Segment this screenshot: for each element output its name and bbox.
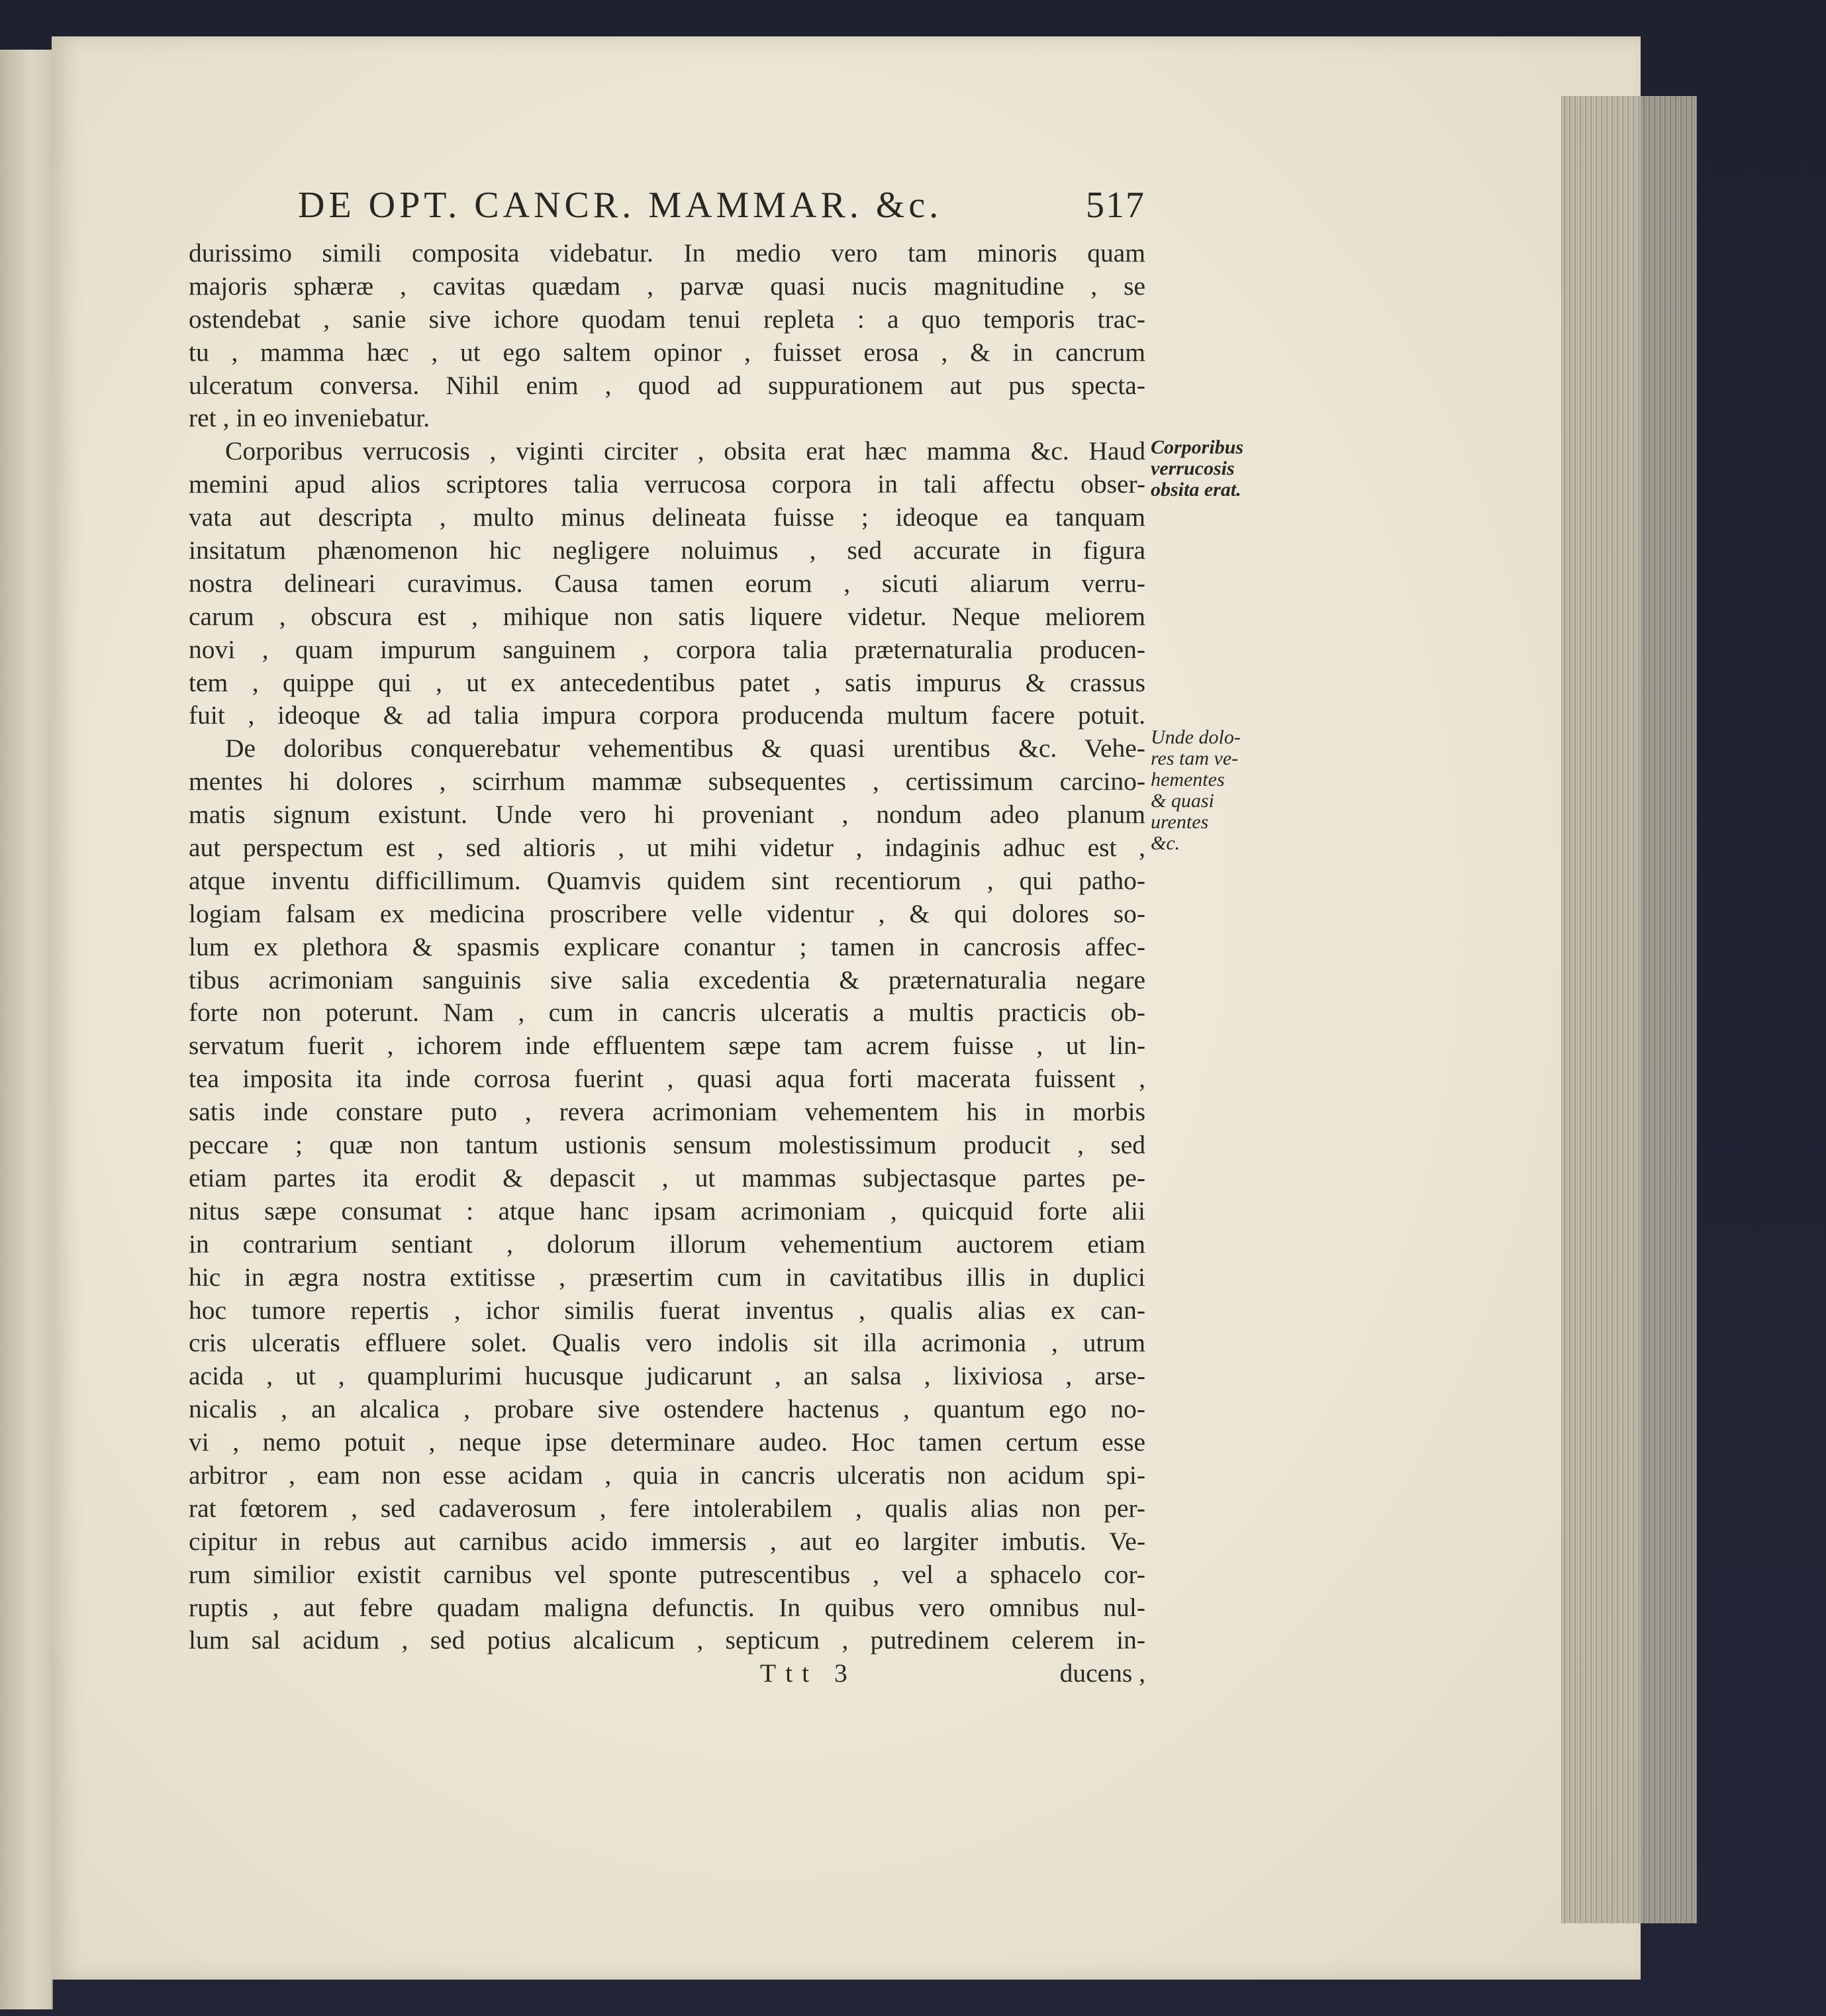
text-line: matis signum existunt. Unde vero hi proveniant , nondum adeo planum	[189, 800, 1145, 830]
margin-note-line: &c.	[1151, 832, 1180, 854]
page-number: 517	[1086, 185, 1145, 226]
text-line: cipitur in rebus aut carnibus acido immersis , aut eo largiter imbutis. Ve-	[189, 1526, 1145, 1556]
text-line: hic in ægra nostra extitisse , præsertim cum in cavitatibus illis in duplici	[189, 1262, 1145, 1292]
text-line: etiam partes ita erodit & depascit , ut mammas subjectasque partes pe-	[189, 1163, 1145, 1192]
margin-note-corporibus	[1151, 437, 1283, 501]
text-line: ruptis , aut febre quadam maligna defunctis. In quibus vero omnibus nul-	[189, 1592, 1145, 1622]
text-line: cris ulceratis effluere solet. Qualis vero indolis sit illa acrimonia , utrum	[189, 1328, 1145, 1358]
text-line: De doloribus conquerebatur vehementibus & quasi urentibus &c. Vehe-	[225, 734, 1145, 763]
text-line: in contrarium sentiant , dolorum illorum vehementium auctorem etiam	[189, 1229, 1145, 1259]
text-line: durissimo simili composita videbatur. In medio vero tam minoris quam	[189, 238, 1145, 267]
signature-mark: Ttt 3	[760, 1658, 857, 1688]
running-header	[298, 184, 1145, 230]
text-line: forte non poterunt. Nam , cum in cancris ulceratis a multis practicis ob-	[189, 998, 1145, 1028]
text-line: rum similior existit carnibus vel sponte putrescentibus , vel a sphacelo cor-	[189, 1559, 1145, 1589]
text-line: ostendebat , sanie sive ichore quodam tenui repleta : a quo temporis trac-	[189, 304, 1145, 334]
text-line: lum sal acidum , sed potius alcalicum , septicum , putredinem celerem in-	[189, 1625, 1145, 1655]
text-line: logiam falsam ex medicina proscribere velle videntur , & qui dolores so-	[189, 898, 1145, 928]
text-line: acida , ut , quamplurimi hucusque judicarunt , an salsa , lixiviosa , arse-	[189, 1361, 1145, 1391]
margin-note-line: res tam ve-	[1151, 747, 1239, 769]
text-line: fuit , ideoque & ad talia impura corpora producenda multum facere potuit.	[189, 700, 1145, 730]
text-line: majoris sphæræ , cavitas quædam , parvæ quasi nucis magnitudine , se	[189, 271, 1145, 301]
text-line: satis inde constare puto , revera acrimoniam vehementem his in morbis	[189, 1097, 1145, 1127]
page-block-edges	[1561, 96, 1697, 1923]
text-line: vata aut descripta , multo minus delineata fuisse ; ideoque ea tanquam	[189, 503, 1145, 532]
text-line: Corporibus verrucosis , viginti circiter , obsita erat hæc mamma &c. Haud	[225, 436, 1145, 466]
text-line: arbitror , eam non esse acidam , quia in cancris ulceratis non acidum spi-	[189, 1460, 1145, 1490]
text-line: tea imposita ita inde corrosa fuerint , quasi aqua forti macerata fuissent ,	[189, 1064, 1145, 1094]
text-line: aut perspectum est , sed altioris , ut mihi videtur , indaginis adhuc est ,	[189, 833, 1145, 863]
text-line: peccare ; quæ non tantum ustionis sensum molestissimum producit , sed	[189, 1130, 1145, 1160]
catchword: ducens ,	[1059, 1658, 1145, 1688]
text-line: vi , nemo potuit , neque ipse determinare audeo. Hoc tamen certum esse	[189, 1427, 1145, 1457]
text-line: tu , mamma hæc , ut ego saltem opinor , fuisset erosa , & in cancrum	[189, 337, 1145, 367]
text-line: ulceratum conversa. Nihil enim , quod ad suppurationem aut pus specta-	[189, 370, 1145, 400]
text-line: rat fœtorem , sed cadaverosum , fere intolerabilem , qualis alias non per-	[189, 1493, 1145, 1523]
text-line: lum ex plethora & spasmis explicare conantur ; tamen in cancrosis affec-	[189, 932, 1145, 961]
margin-note-line: Corporibus	[1151, 436, 1244, 458]
margin-note-line: Unde dolo-	[1151, 726, 1241, 748]
text-line: insitatum phænomenon hic negligere noluimus , sed accurate in figura	[189, 536, 1145, 565]
text-line: memini apud alios scriptores talia verrucosa corpora in tali affectu obser-	[189, 469, 1145, 499]
margin-note-line: & quasi	[1151, 790, 1214, 812]
margin-note-unde-dolores	[1151, 727, 1283, 854]
margin-note-line: obsita erat.	[1151, 479, 1241, 501]
text-line: ret , in eo inveniebatur.	[189, 403, 430, 433]
text-line: atque inventu difficillimum. Quamvis quidem sint recentiorum , qui patho-	[189, 865, 1145, 895]
body-text	[189, 237, 1145, 1694]
text-line: mentes hi dolores , scirrhum mammæ subsequentes , certissimum carcino-	[189, 767, 1145, 796]
running-title: DE OPT. CANCR. MAMMAR. &c.	[298, 185, 943, 226]
text-line: nostra delineari curavimus. Causa tamen eorum , sicuti aliarum verru-	[189, 568, 1145, 598]
margin-note-line: hementes	[1151, 769, 1225, 791]
text-line: nitus sæpe consumat : atque hanc ipsam acrimoniam , quicquid forte alii	[189, 1196, 1145, 1225]
page-footer	[189, 1657, 1145, 1694]
text-line: servatum fuerit , ichorem inde effluentem sæpe tam acrem fuisse , ut lin-	[189, 1031, 1145, 1061]
text-line: carum , obscura est , mihique non satis liquere videtur. Neque meliorem	[189, 601, 1145, 631]
margin-note-line: verrucosis	[1151, 457, 1235, 479]
margin-note-line: urentes	[1151, 811, 1209, 833]
text-line: hoc tumore repertis , ichor similis fuerat inventus , qualis alias ex can-	[189, 1295, 1145, 1325]
text-line: nicalis , an alcalica , probare sive ostendere hactenus , quantum ego no-	[189, 1394, 1145, 1424]
text-line: tibus acrimoniam sanguinis sive salia excedentia & præternaturalia negare	[189, 965, 1145, 994]
text-line: tem , quippe qui , ut ex antecedentibus patet , satis impurus & crassus	[189, 667, 1145, 697]
facing-page-edge	[0, 50, 53, 2009]
text-line: novi , quam impurum sanguinem , corpora talia præternaturalia producen-	[189, 634, 1145, 664]
